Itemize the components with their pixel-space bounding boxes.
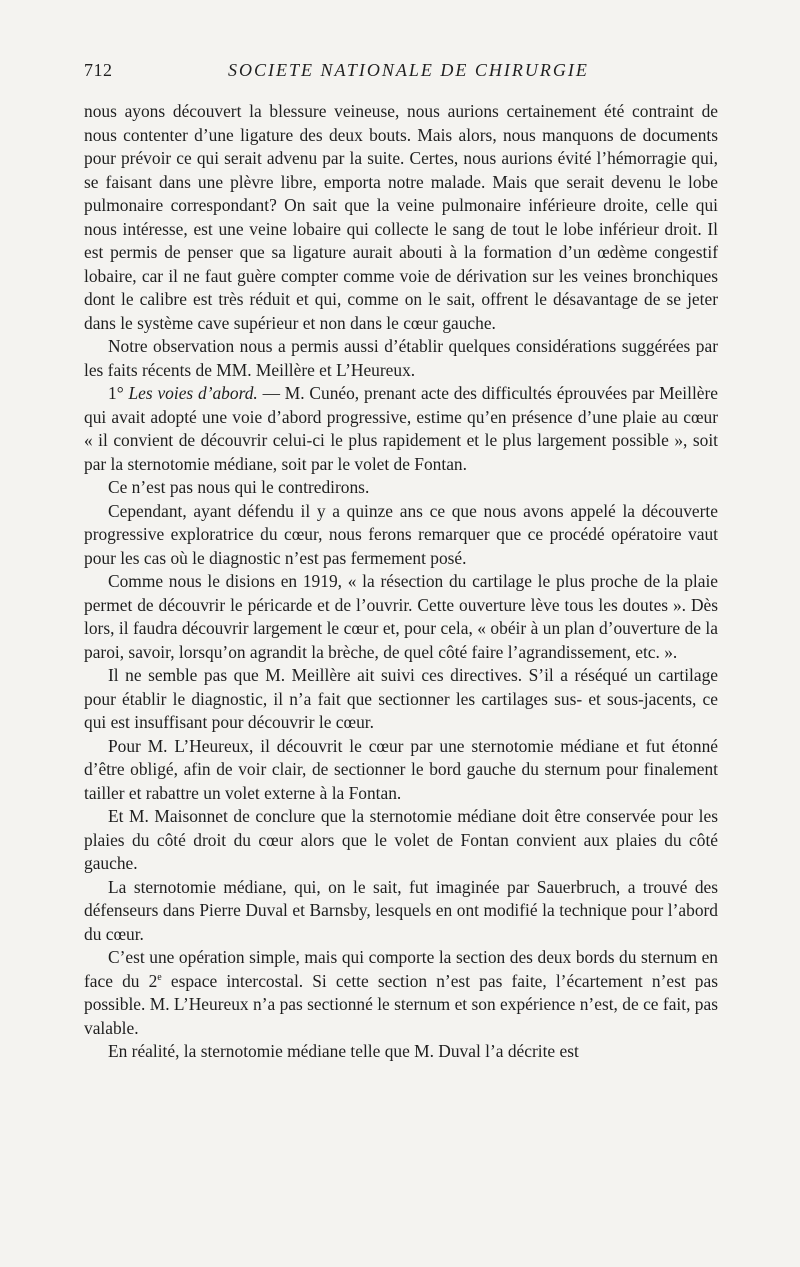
paragraph-2 bbox=[84, 335, 718, 382]
paragraph-text: Pour M. L’Heureux, il découvrit le cœur par une sternotomie médiane et fut étonné d’être obligé, afin de voir clair, de sectionner le bord gauche du sternum pour finalement tailler et rabattre un volet externe à la Fontan. bbox=[84, 735, 718, 803]
paragraph-1 bbox=[84, 100, 718, 335]
paragraph-text: — M. Cunéo, prenant acte des difficultés éprouvées par Meillère qui avait adopté une voie d’abord progressive, estime qu’en présence d’une plaie au cœur « il convient de découvrir celui-ci le plus rapidement et le plus largement possible », soit par la sternotomie médiane, soit par le volet de Fontan. bbox=[84, 383, 719, 474]
paragraph-text: nous ayons découvert la blessure veineuse, nous aurions certainement été contraint de nous contenter d’une ligature des deux bouts. Mais alors, nous manquons de documents pour prévoir ce qui serait advenu par la suite. Certes, nous aurions évité l’hémorragie qui, se faisant dans une plèvre libre, emporta notre malade. Mais que serait devenu le lobe pulmonaire correspondant? On sait que la veine pulmonaire inférieure droite, celle qui nous intéresse, est une veine lobaire qui collecte le sang de tout le lobe inférieur droit. Il est permis de penser que sa ligature aurait abouti à la formation d’un œdème congestif lobaire, car il ne faut guère compter comme voie de dérivation sur les veines bronchiques dont le calibre est très réduit et qui, comme on le sait, offrent le désavantage de se jeter dans le système cave supérieur et non dans le cœur gauche. bbox=[84, 101, 718, 333]
paragraph-11 bbox=[84, 946, 718, 1040]
paragraph-3 bbox=[84, 382, 718, 476]
paragraph-8 bbox=[84, 735, 718, 806]
body-text bbox=[84, 100, 718, 1064]
page-number: 712 bbox=[84, 60, 113, 80]
superscript: e bbox=[157, 971, 162, 983]
paragraph-4 bbox=[84, 476, 718, 500]
list-number: 1° bbox=[108, 383, 129, 403]
paragraph-12 bbox=[84, 1040, 718, 1064]
paragraph-text: espace intercostal. Si cette section n’est pas faite, l’écartement n’est pas possible. M. L’Heureux n’a pas sectionné le sternum et son expérience n’est, de ce fait, pas valable. bbox=[84, 970, 718, 1038]
paragraph-text: En réalité, la sternotomie médiane telle que M. Duval l’a décrite est bbox=[108, 1041, 579, 1061]
paragraph-text: Notre observation nous a permis aussi d’établir quelques considérations suggérées par les faits récents de MM. Meillère et L’Heureux. bbox=[84, 336, 718, 380]
paragraph-text: Cependant, ayant défendu il y a quinze ans ce que nous avons appelé la découverte progressive exploratrice du cœur, nous ferons remarquer que ce procédé opératoire vaut pour les cas où le diagnostic n’est pas fermement posé. bbox=[84, 500, 718, 568]
paragraph-9 bbox=[84, 805, 718, 876]
paragraph-6 bbox=[84, 570, 718, 664]
paragraph-10 bbox=[84, 876, 718, 947]
paragraph-text: C’est une opération simple, mais qui comporte la section des deux bords du sternum en face du 2 bbox=[84, 947, 718, 991]
paragraph-7 bbox=[84, 664, 718, 735]
paragraph-text: Il ne semble pas que M. Meillère ait suivi ces directives. S’il a réséqué un cartilage pour établir le diagnostic, il n’a fait que sectionner les cartilages sus- et sous-jacents, ce qui est insuffisant pour découvrir le cœur. bbox=[84, 665, 718, 732]
section-title-italic: Les voies d’abord. bbox=[128, 383, 258, 403]
paragraph-text: La sternotomie médiane, qui, on le sait, fut imaginée par Sauerbruch, a trouvé des défenseurs dans Pierre Duval et Barnsby, lesquels en ont modifié la technique pour l’abord du cœur. bbox=[84, 876, 718, 944]
page-header bbox=[84, 60, 716, 86]
paragraph-text: Comme nous le disions en 1919, « la résection du cartilage le plus proche de la plaie permet de découvrir le péricarde et de l’ouvrir. Cette ouverture lève tous les doutes ». Dès lors, il faudra découvrir largement le cœur et, pour cela, « obéir à un plan d’ouverture de la paroi, savoir, lorsqu’on agrandit la brèche, de quel côté faire l’agrandissement, etc. ». bbox=[84, 571, 718, 662]
paragraph-text: Et M. Maisonnet de conclure que la sternotomie médiane doit être conservée pour les plaies du côté droit du cœur alors que le volet de Fontan convient aux plaies du côté gauche. bbox=[84, 806, 718, 873]
paragraph-5 bbox=[84, 500, 718, 571]
paragraph-text: Ce n’est pas nous qui le contredirons. bbox=[108, 477, 370, 497]
running-title: SOCIETE NATIONALE DE CHIRURGIE bbox=[228, 60, 589, 80]
